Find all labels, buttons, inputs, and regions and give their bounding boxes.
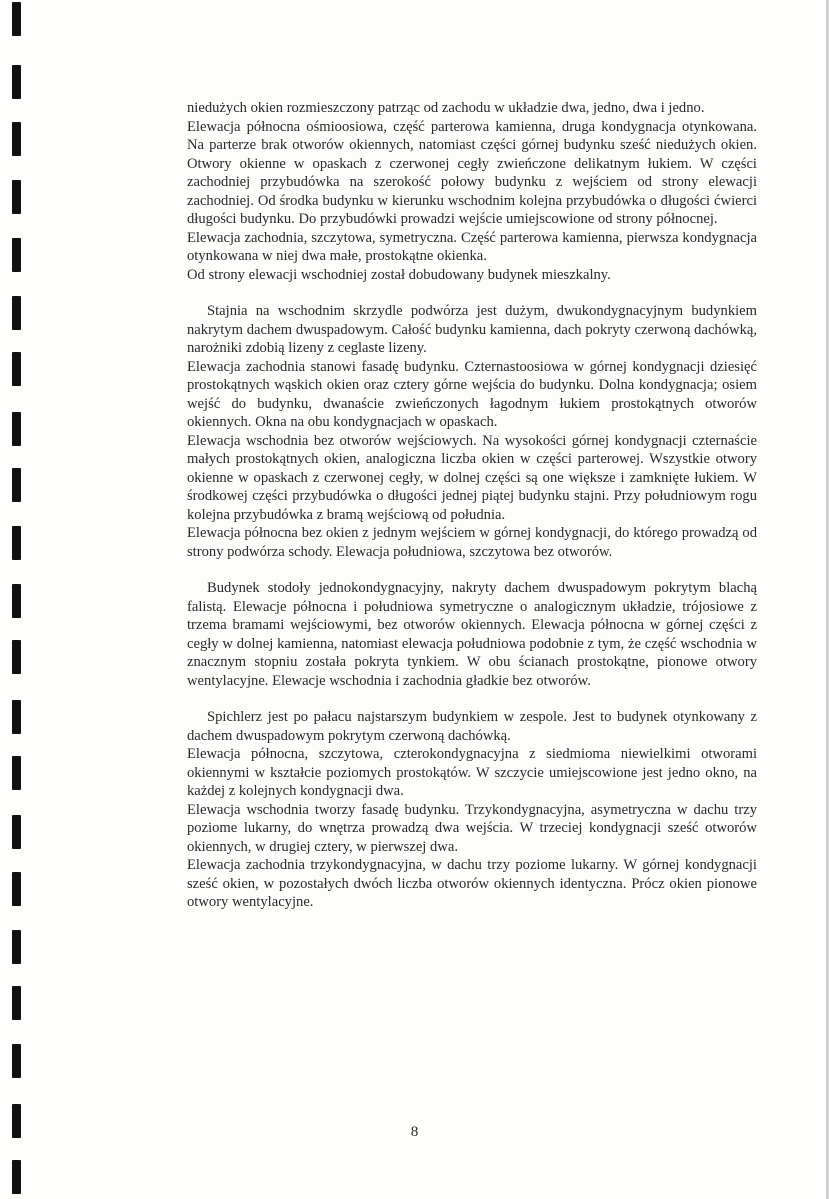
binding-hole xyxy=(12,756,21,790)
paragraph: niedużych okien rozmieszczony patrząc od zachodu w układzie dwa, jedno, dwa i jedno. xyxy=(187,100,705,116)
paragraph: Spichlerz jest po pałacu najstarszym budynkiem w zespole. Jest to budynek otynkowany z dachem dwuspadowym pokrytym czerwoną dachówką. xyxy=(187,709,757,744)
spiral-binding xyxy=(0,0,34,1199)
paragraph: Elewacja wschodnia bez otworów wejściowych. Na wysokości górnej kondygnacji czternaście małych prostokątnych okien, analogiczna liczba okien w części parterowej. Wszystkie otwory okienne w opaskach z czerwonej cegły, w dolnej części są one większe i zamknięte łukiem. W środkowej części przybudówka o długości jednej piątej budynku stajni. Przy południowym rogu kolejna przybudówka z bramą wejściową od południa. xyxy=(187,432,757,523)
paragraph-gap xyxy=(187,561,757,579)
binding-hole xyxy=(12,1044,21,1078)
page-number: 8 xyxy=(410,1124,419,1140)
paragraph: Elewacja północna ośmioosiowa, część parterowa kamienna, druga kondygnacja otynkowana. Na parterze brak otworów okiennych, natomiast części górnej budynku sześć niedużych okien. Otwory okienne w opaskach z czerwonej cegły zwieńczone delikatnym łukiem. W części zachodniej przybudówka na szerokość połowy budynku z wejściem od strony elewacji zachodniej. Od środka budynku w kierunku wschodnim kolejna przybudówka o długości ćwierci długości budynku. Do przybudówki prowadzi wejście umiejscowione od strony północnej. xyxy=(187,118,757,227)
binding-hole xyxy=(12,296,21,330)
paragraph: Budynek stodoły jednokondygnacyjny, nakryty dachem dwuspadowym pokrytym blachą falistą. Elewacje północna i południowa symetryczne o analogicznym układzie, trójosiowe z trzema bramami wejściowymi, bez otworów okiennych. Elewacja północna w górnej części z cegły w dolnej kamienna, natomiast elewacja południowa podobnie z tym, że część wschodnia w znacznym stopniu została pokryta tynkiem. W obu ścianach prostokątne, pionowe otwory wentylacyjne. Elewacje wschodnia i zachodnia gładkie bez otworów. xyxy=(187,580,757,689)
paragraph: Elewacja zachodnia trzykondygnacyjna, w dachu trzy poziome lukarny. W górnej kondygnacji sześć okien, w pozostałych dwóch liczba otworów okiennych identyczna. Prócz okien pionowe otwory wentylacyjne. xyxy=(187,857,757,910)
paragraph-gap xyxy=(187,284,757,302)
binding-hole xyxy=(12,122,21,156)
binding-hole xyxy=(12,468,21,502)
paragraph: Elewacja wschodnia tworzy fasadę budynku. Trzykondygnacyjna, asymetryczna w dachu trzy poziome lukarny, do wnętrza prowadzą dwa wejścia. W trzeciej kondygnacji sześć otworów okiennych, w drugiej cztery, w pierwszej dwa. xyxy=(187,801,757,855)
paragraph: Elewacja zachodnia stanowi fasadę budynku. Czternastoosiowa w górnej kondygnacji dziesięć prostokątnych wąskich okien oraz cztery górne wejścia do budynku. Dolna kondygnacja; osiem wejść do budynku, dwanaście zwieńczonych łagodnym łukiem prostokątnych otworów okiennych. Okna na obu kondygnacjach w opaskach. xyxy=(187,358,757,430)
binding-hole xyxy=(12,815,21,849)
binding-hole xyxy=(12,180,21,214)
paragraph: Od strony elewacji wschodniej został dobudowany budynek mieszkalny. xyxy=(187,266,611,283)
paragraph-gap xyxy=(187,690,757,708)
binding-hole xyxy=(12,986,21,1020)
binding-hole xyxy=(12,526,21,560)
binding-hole xyxy=(12,700,21,734)
binding-hole xyxy=(12,238,21,272)
binding-hole xyxy=(12,352,21,386)
paragraph: Elewacja północna bez okien z jednym wejściem w górnej kondygnacji, do którego prowadzą od strony podwórza schody. Elewacja południowa, szczytowa bez otworów. xyxy=(187,525,757,560)
paragraph: Stajnia na wschodnim skrzydle podwórza jest dużym, dwukondygnacyjnym budynkiem nakrytym dachem dwuspadowym. Całość budynku kamienna, dach pokryty czerwoną dachówką, narożniki zdobią lizeny z ceglaste lizeny. xyxy=(187,303,757,356)
body-text xyxy=(187,99,757,912)
paragraph: Elewacja zachodnia, szczytowa, symetryczna. Część parterowa kamienna, pierwsza kondygnacja otynkowana w niej dwa małe, prostokątne okienka. xyxy=(187,229,757,264)
binding-hole xyxy=(12,2,21,36)
binding-hole xyxy=(12,584,21,618)
binding-hole xyxy=(12,930,21,964)
binding-hole xyxy=(12,65,21,99)
paragraph: Elewacja północna, szczytowa, czterokondygnacyjna z siedmioma niewielkimi otworami okiennymi w kształcie poziomych prostokątów. W szczycie umiejscowione jest jedno okno, na każdej z kolejnych kondygnacji dwa. xyxy=(187,746,757,799)
binding-hole xyxy=(12,640,21,674)
binding-hole xyxy=(12,872,21,906)
binding-hole xyxy=(12,412,21,446)
binding-hole xyxy=(12,1160,21,1194)
